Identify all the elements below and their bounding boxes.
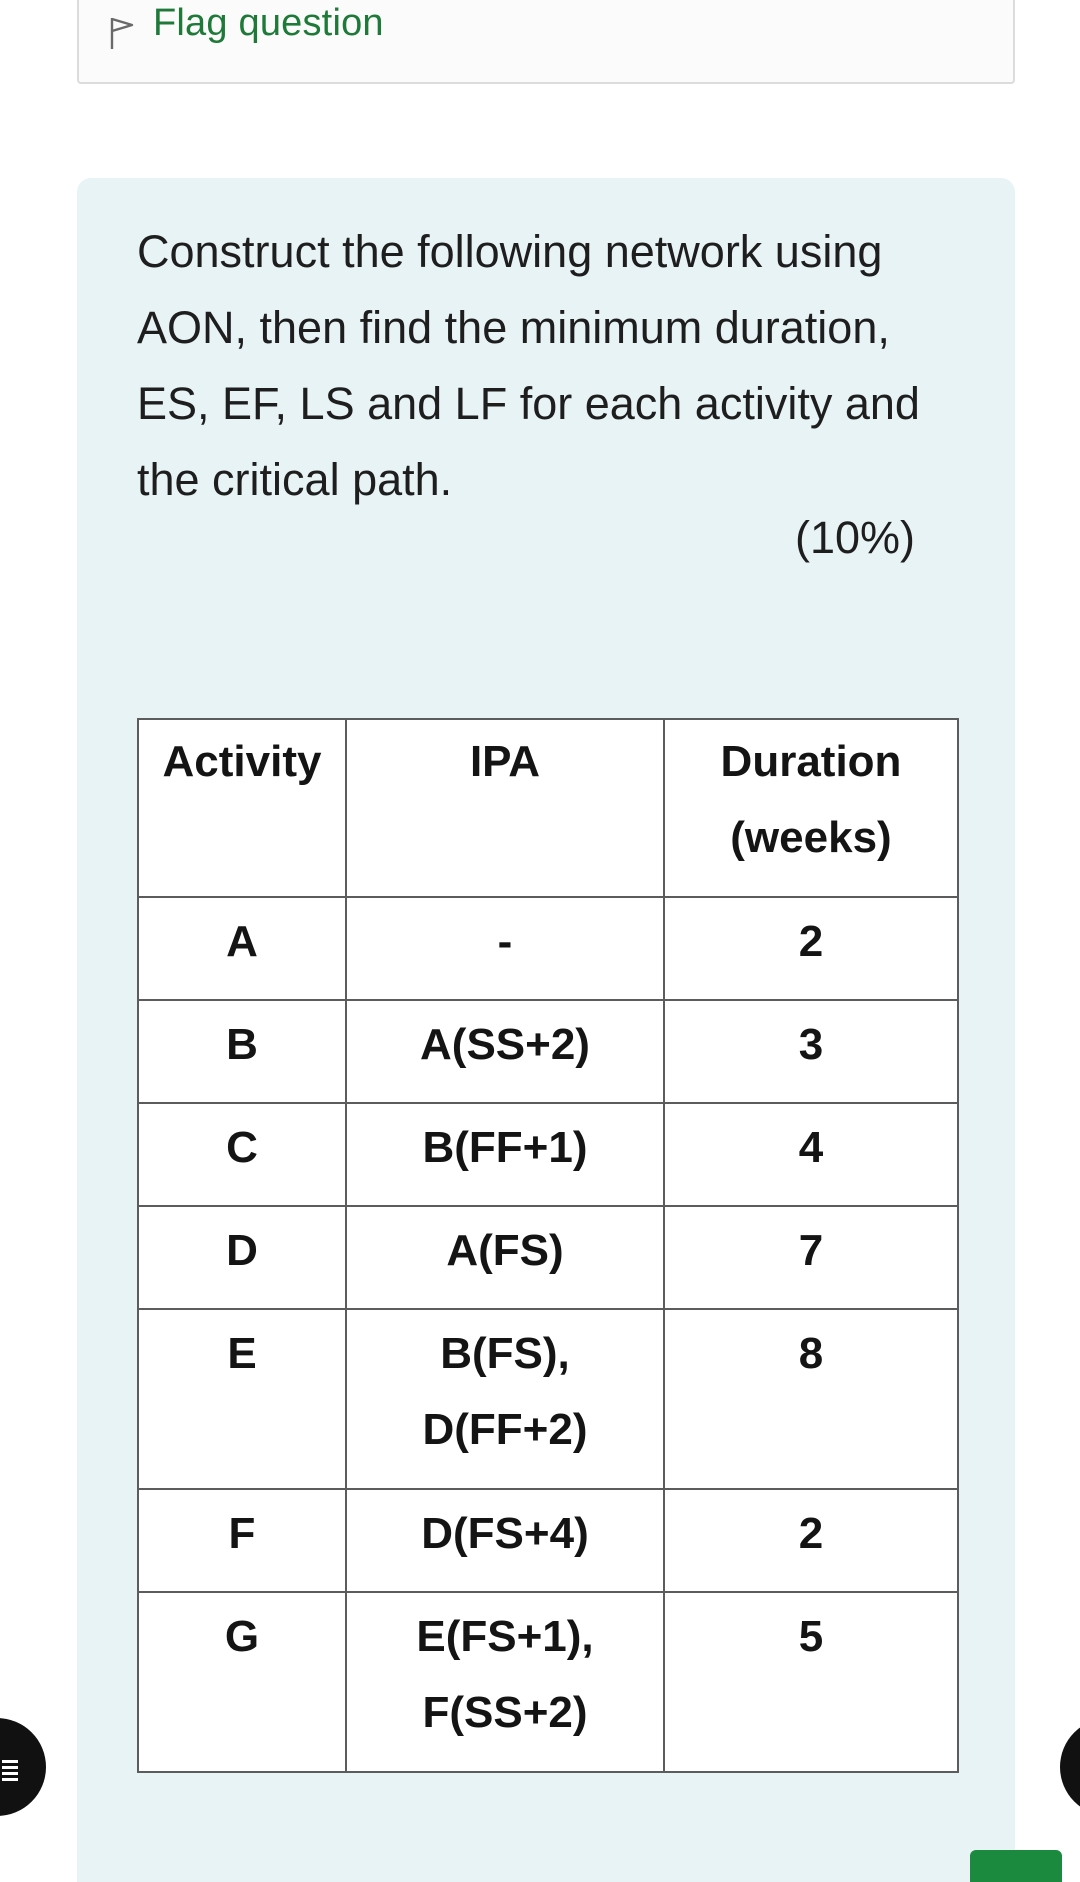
cell-ipa-line: D(FS+4) (421, 1509, 589, 1558)
cell-duration: 5 (664, 1592, 958, 1772)
cell-ipa (346, 1206, 664, 1309)
right-floating-button[interactable] (1060, 1718, 1080, 1816)
cell-duration: 2 (664, 897, 958, 1000)
header-duration-line1: Duration (720, 737, 902, 786)
cell-activity: C (138, 1103, 346, 1206)
cell-ipa (346, 897, 664, 1000)
cell-ipa-line: B(FS), (440, 1329, 570, 1378)
cell-ipa-line: A(FS) (446, 1226, 564, 1275)
table-row (138, 1103, 958, 1206)
question-marks: (10%) (794, 512, 915, 563)
cell-activity: B (138, 1000, 346, 1103)
left-floating-button[interactable] (0, 1718, 46, 1816)
cell-duration: 4 (664, 1103, 958, 1206)
cell-ipa-line: - (497, 917, 513, 966)
table-row (138, 1592, 958, 1772)
header-activity: Activity (138, 719, 346, 897)
cell-ipa-line: A(SS+2) (420, 1020, 590, 1069)
green-action-button[interactable] (970, 1850, 1062, 1882)
question-text: Construct the following network using AON, then find the minimum duration, ES, EF, LS and LF for each activity and the critical path. (137, 226, 920, 505)
cell-duration: 8 (664, 1309, 958, 1489)
cell-duration: 3 (664, 1000, 958, 1103)
cell-ipa-line: D(FF+2) (422, 1405, 588, 1454)
cell-duration: 2 (664, 1489, 958, 1592)
cell-activity: E (138, 1309, 346, 1489)
flag-question-link[interactable]: Flag question (153, 2, 384, 44)
cell-activity: D (138, 1206, 346, 1309)
table-row (138, 897, 958, 1000)
cell-duration: 7 (664, 1206, 958, 1309)
cell-ipa-line: F(SS+2) (422, 1688, 588, 1737)
cell-ipa-line: E(FS+1), (416, 1612, 594, 1661)
cell-ipa-line: B(FF+1) (422, 1123, 588, 1172)
cell-activity: G (138, 1592, 346, 1772)
header-ipa: IPA (346, 719, 664, 897)
cell-ipa (346, 1103, 664, 1206)
cell-ipa (346, 1592, 664, 1772)
cell-activity: A (138, 897, 346, 1000)
table-row (138, 1000, 958, 1103)
cell-ipa (346, 1489, 664, 1592)
flag-outline-icon (109, 16, 135, 50)
activity-table (137, 718, 959, 1773)
table-row (138, 1489, 958, 1592)
header-duration (664, 719, 958, 897)
table-row (138, 1206, 958, 1309)
cell-ipa (346, 1000, 664, 1103)
cell-ipa (346, 1309, 664, 1489)
flag-question-bar[interactable] (77, 0, 1015, 84)
table-row (138, 1309, 958, 1489)
question-card (77, 178, 1015, 1882)
header-duration-line2: (weeks) (730, 813, 892, 862)
table-header-row (138, 719, 958, 897)
cell-activity: F (138, 1489, 346, 1592)
menu-bars-icon (2, 1760, 18, 1782)
